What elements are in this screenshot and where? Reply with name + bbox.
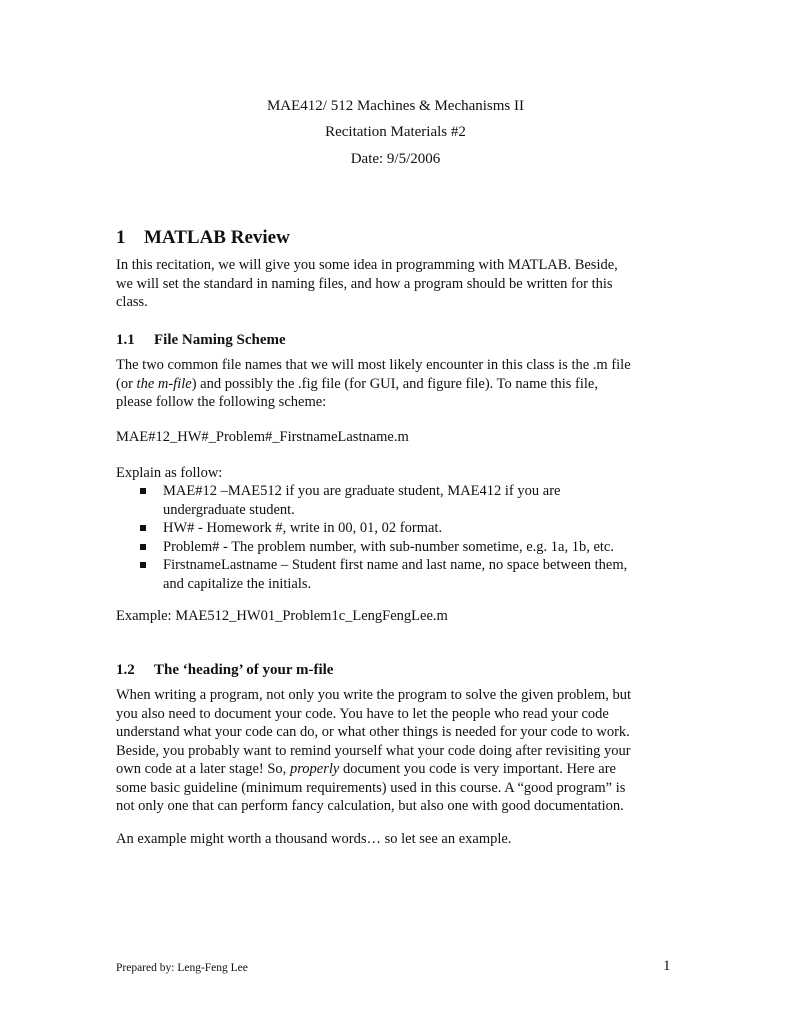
paragraph-line: understand what your code can do, or what other things is needed for your code to work. xyxy=(116,724,630,740)
list-item xyxy=(116,538,686,557)
bullet-line: Problem# - The problem number, with sub-number sometime, e.g. 1a, 1b, etc. xyxy=(163,538,614,555)
paragraph-line: some basic guideline (minimum requirements) used in this course. A “good program” is xyxy=(116,779,626,796)
text-run: own code at a later stage! So, xyxy=(116,761,290,777)
naming-example xyxy=(116,607,676,626)
example-text: Example: MAE512_HW01_Problem1c_LengFengLee.m xyxy=(116,608,448,624)
recitation-title: Recitation Materials #2 xyxy=(325,124,466,140)
section-1-1-title: File Naming Scheme xyxy=(154,332,286,348)
closing-text: An example might worth a thousand words… so let see an example. xyxy=(116,831,512,847)
paragraph-line: The two common file names that we will most likely encounter in this class is the .m file xyxy=(116,357,631,373)
bullet-line: undergraduate student. xyxy=(163,501,295,518)
bullet-line: FirstnameLastname – Student first name and last name, no space between them, xyxy=(163,557,628,573)
m-file-emphasis: the m-file xyxy=(136,375,192,392)
text-run: document you code is very important. Here are xyxy=(339,761,616,777)
section-1-title: MATLAB Review xyxy=(144,227,290,248)
section-1-2-heading xyxy=(116,660,333,680)
paragraph-line: Beside, you probably want to remind yourself what your code doing after revisiting your xyxy=(116,742,631,759)
text-run: (or xyxy=(116,375,137,392)
intro-line: we will set the standard in naming files, and how a program should be written for this xyxy=(116,275,613,292)
closing-sentence xyxy=(116,830,676,849)
paragraph-line xyxy=(116,760,676,779)
section-1-2-number: 1.2 xyxy=(116,662,135,678)
course-title: MAE412/ 512 Machines & Mechanisms II xyxy=(266,98,525,114)
paragraph-line: not only one that can perform fancy calculation, but also one with good documentation. xyxy=(116,798,624,814)
list-item xyxy=(116,519,686,538)
square-bullet-icon xyxy=(140,488,146,494)
properly-emphasis: properly xyxy=(289,761,340,777)
heading-paragraph xyxy=(116,686,676,816)
square-bullet-icon xyxy=(140,562,146,568)
naming-scheme xyxy=(116,428,676,447)
section-1-intro xyxy=(116,256,676,312)
text-run: ) and possibly the .fig file (for GUI, and figure file). To name this file, xyxy=(191,375,598,392)
document-date: Date: 9/5/2006 xyxy=(350,151,441,167)
section-1-heading xyxy=(116,226,290,250)
paragraph-line: you also need to document your code. You have to let the people who read your code xyxy=(116,705,609,722)
paragraph-line: When writing a program, not only you write the program to solve the given problem, but xyxy=(116,687,632,703)
intro-line: class. xyxy=(116,294,148,310)
section-1-2-title: The ‘heading’ of your m-file xyxy=(154,662,334,678)
intro-line: In this recitation, we will give you some idea in programming with MATLAB. Beside, xyxy=(116,257,618,273)
naming-scheme-text: MAE#12_HW#_Problem#_FirstnameLastname.m xyxy=(116,429,409,445)
explain-label xyxy=(116,464,676,483)
square-bullet-icon xyxy=(140,525,146,531)
section-1-1-heading xyxy=(116,330,286,350)
footer-author: Prepared by: Leng-Feng Lee xyxy=(116,962,248,974)
bullet-line: HW# - Homework #, write in 00, 01, 02 format. xyxy=(163,520,443,536)
paragraph-line: please follow the following scheme: xyxy=(116,394,327,410)
section-1-1-number: 1.1 xyxy=(116,332,135,348)
list-item xyxy=(116,556,686,593)
bullet-line: MAE#12 –MAE512 if you are graduate student, MAE412 if you are xyxy=(163,483,561,499)
paragraph-line xyxy=(116,375,676,394)
page-number: 1 xyxy=(663,958,671,974)
list-item xyxy=(116,482,686,519)
file-naming-paragraph xyxy=(116,356,676,412)
section-1-number: 1 xyxy=(116,227,126,248)
bullet-line: and capitalize the initials. xyxy=(163,575,312,592)
square-bullet-icon xyxy=(140,544,146,550)
explain-text: Explain as follow: xyxy=(116,465,223,481)
naming-bullet-list xyxy=(116,482,686,593)
